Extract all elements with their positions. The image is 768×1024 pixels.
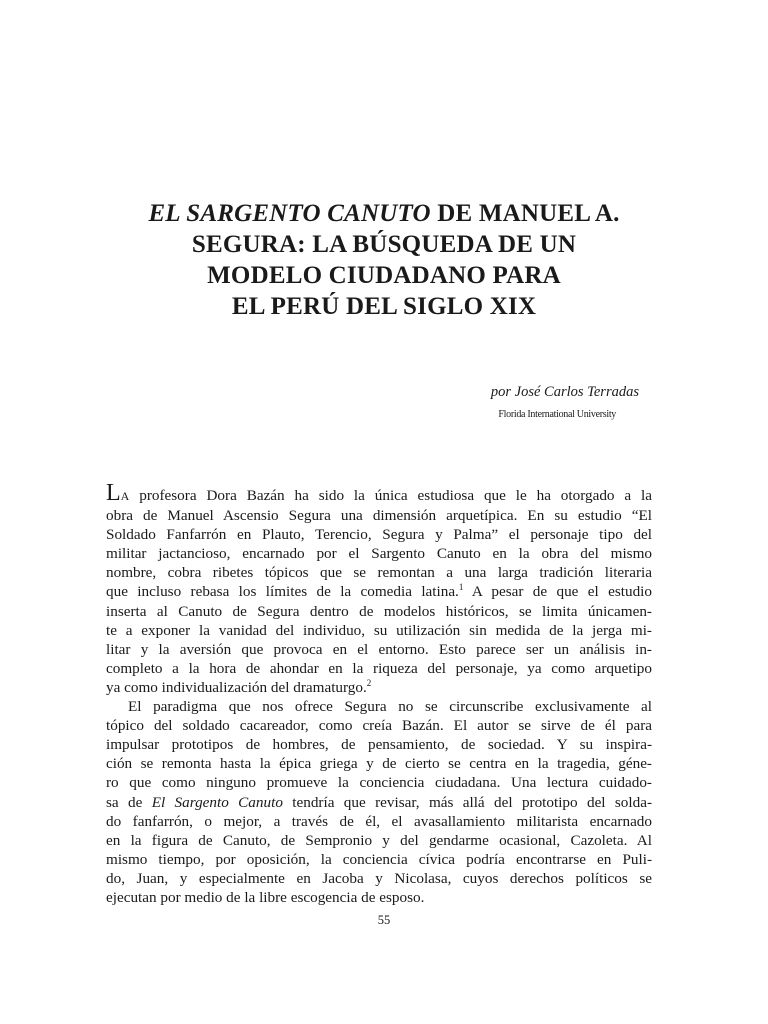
small-cap: A	[120, 489, 130, 503]
text-line: ro que como ninguno promueve la conciencia ciudadana. Una lectura cuidado-	[106, 774, 652, 792]
text-line: do, Juan, y especialmente en Jacoba y Nicolasa, cuyos derechos políticos se	[106, 869, 652, 887]
text-line: do fanfarrón, o mejor, a través de él, el avasallamiento militarista encarnado	[106, 812, 652, 830]
text-line: El paradigma que nos ofrece Segura no se circunscribe exclusivamente al	[128, 698, 652, 716]
text-line: impulsar prototipos de hombres, de pensamiento, de sociedad. Y su inspira-	[106, 736, 652, 754]
footnote-ref-1[interactable]: 1	[458, 582, 464, 593]
footnote-ref-2[interactable]: 2	[366, 677, 372, 688]
title-line-2: SEGURA: LA BÚSQUEDA DE UN	[191, 231, 577, 258]
text-line: tópico del soldado cacareador, como creía Bazán. El autor se sirve de él para	[106, 717, 652, 735]
title-line-4: EL PERÚ DEL SIGLO XIX	[231, 293, 537, 320]
text-line: Soldado Fanfarrón en Plauto, Terencio, Segura y Palma” el personaje tipo del	[106, 526, 652, 544]
text-line: obra de Manuel Ascensio Segura una dimensión arquetípica. En su estudio “El	[106, 507, 652, 525]
play-title-italic: El Sargento Canuto	[151, 793, 283, 811]
author-byline: por José Carlos Terradas	[490, 384, 639, 400]
text-line: nombre, cobra ribetes tópicos que se remontan a una larga tradición literaria	[106, 564, 652, 582]
text-line: completo a la hora de ahondar en la riqueza del personaje, ya como arquetipo	[106, 659, 652, 677]
text-fragment: profesora Dora Bazán ha sido la única estudiosa que le ha otorgado a la	[129, 487, 652, 504]
text-line	[106, 582, 652, 601]
text-fragment: ya como individualización del dramaturgo.	[106, 678, 367, 696]
text-line: mismo tiempo, por oposición, la conciencia cívica podría encontrarse en Puli-	[106, 850, 652, 868]
paragraph-1	[106, 480, 652, 697]
text-line: ción se remonta hasta la épica griega y de cierto se centra en la tragedia, géne-	[106, 755, 652, 773]
article-title	[104, 198, 664, 322]
text-line	[106, 480, 652, 506]
text-fragment: A pesar de que el estudio	[463, 583, 652, 601]
drop-cap: L	[106, 480, 121, 506]
title-line-1	[104, 198, 664, 229]
page-number: 55	[377, 913, 391, 927]
text-fragment: sa de	[106, 793, 152, 811]
title-line-1-rest: DE MANUEL A.	[430, 200, 620, 227]
article-body	[106, 480, 653, 907]
text-line	[106, 793, 652, 812]
paragraph-2	[106, 697, 652, 907]
text-line: ejecutan por medio de la libre escogencia de esposo.	[106, 888, 425, 906]
author-affiliation: Florida International University	[498, 409, 616, 420]
text-line: inserta al Canuto de Segura dentro de modelos históricos, se limita únicamen-	[106, 602, 652, 620]
text-fragment: tendría que revisar, más allá del prototipo del solda-	[282, 793, 653, 811]
text-line: litar y la aversión que provoca en el entorno. Esto parece ser un análisis in-	[106, 640, 652, 658]
title-line-3: MODELO CIUDADANO PARA	[207, 262, 561, 289]
text-line: te a exponer la vanidad del individuo, su utilización sin medida de la jerga mi-	[106, 621, 652, 639]
text-fragment: que incluso rebasa los límites de la comedia latina.	[106, 583, 459, 601]
text-line: militar jactancioso, encarnado por el Sargento Canuto en la obra del mismo	[106, 545, 652, 563]
text-line	[106, 678, 652, 697]
title-play-name: EL SARGENTO CANUTO	[148, 200, 431, 227]
text-line: en la figura de Canuto, de Sempronio y del gendarme ocasional, Cazoleta. Al	[106, 831, 652, 849]
